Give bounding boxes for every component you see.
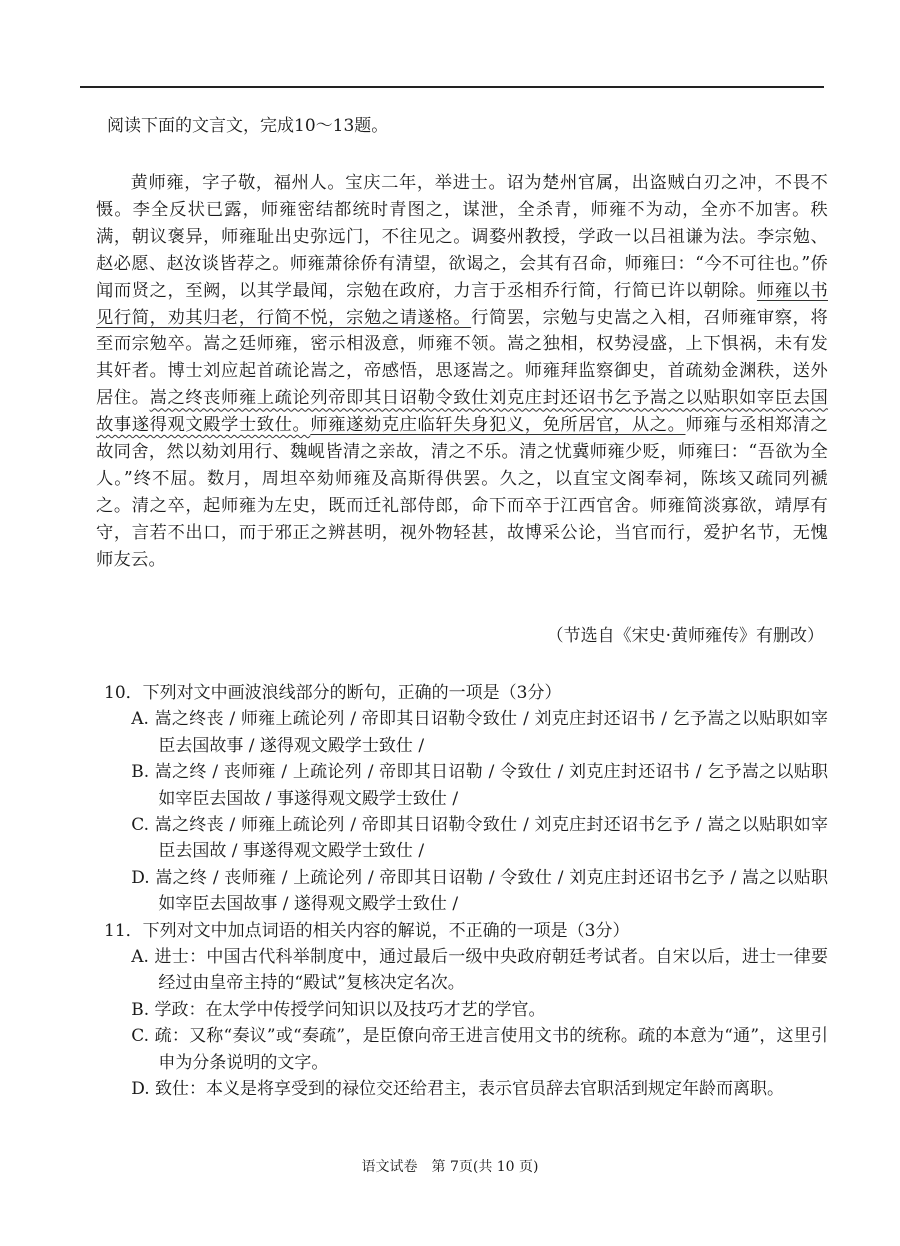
passage-text: 黄师雍，字子敬，福州人。宝庆二年，举进士。诏为楚州官属，出盗贼白刃之冲，不畏不慑。李全反状已露，师雍密结都统时青图之，谋泄，全杀青，师雍不为动，全亦不加害。秩满，朝议褒异，师雍耻出史弥远门，不往见之。调婺州教授，学政一以吕祖谦为法。李宗勉、赵必愿、赵汝谈皆荐之。师雍萧徐侨有清望，欲谒之，会其有召命，师雍曰：“今不可往也。”侨闻而贤之，至阙，以其学最闻，宗勉在政府，力言于丞相乔行简，行简已许以朝除。 xyxy=(96,173,828,301)
option-c: C. 嵩之终丧 / 师雍上疏论列 / 帝即其日诏勒令致仕 / 刘克庄封还诏书乞予 / 嵩之以贴职如宰臣去国故 / 事遂得观文殿学士致仕 / xyxy=(131,815,828,862)
option-c: C. 疏：又称“奏议”或“奏疏”，是臣僚向帝王进言使用文书的统称。疏的本意为“通”，这里引申为分条说明的文字。 xyxy=(131,1026,828,1073)
passage-text: 行简罢，宗勉与史嵩之入相，召师雍审察，将至而宗勉卒。嵩之廷师雍，密示相汲意，师雍不领。嵩之独相，权势浸盛，上下惧祸，未有发其奸者。博士刘应起首疏论嵩之，帝感悟，思逐嵩之。师雍拜监察御史，首疏劾金渊秩，送外居住。 xyxy=(96,307,828,409)
option-a: A. 嵩之终丧 / 师雍上疏论列 / 帝即其日诏勒令致仕 / 刘克庄封还诏书 / 乞予嵩之以贴职如宰臣去国故事 / 遂得观文殿学士致仕 / xyxy=(131,709,828,756)
option-a: A. 进士：中国古代科举制度中，通过最后一级中央政府朝廷考试者。自宋以后，进士一律要经过由皇帝主持的“殿试”复核决定名次。 xyxy=(131,947,828,994)
passage-text: 师雍与丞相郑清之故同舍，然以劾刘用行、魏岘皆清之亲故，清之不乐。清之忧冀师雍少贬，师雍曰：“吾欲为全人。”终不屈。数月，周坦卒劾师雍及高斯得供罢。久之，以直宝文阁奉祠，陈垓又疏同列褫之。清之卒，起师雍为左史，既而迁礼部侍郎，命下而卒于江西官舍。师雍简淡寡欲，靖厚有守，言若不出口，而于邪正之辨甚明，视外物轻甚，故博采公论，当官而行，爱护名节，无愧师友云。 xyxy=(96,415,829,570)
classical-passage xyxy=(96,170,828,574)
wavy-underlined-sentence: 嵩之终丧师雍上疏论列帝即其日诏勒令致仕刘克庄封还诏书乞予嵩之以贴职如宰臣去国故事遂得观文殿学士致仕。 xyxy=(96,388,828,436)
top-rule xyxy=(80,86,824,88)
reading-instruction: 阅读下面的文言文，完成10～13题。 xyxy=(107,116,389,136)
underlined-sentence-1: 师雍以书见行简，劝其归老，行简不悦，宗勉之请遂格。 xyxy=(96,280,828,328)
option-d: D. 致仕：本义是将享受到的禄位交还给君主，表示官员辞去官职活到规定年龄而离职。 xyxy=(131,1079,785,1100)
option-b: B. 学政：在太学中传授学问知识以及技巧才艺的学官。 xyxy=(131,999,546,1020)
question-10 xyxy=(104,680,828,918)
passage-source: （节选自《宋史·黄师雍传》有删改） xyxy=(546,626,824,646)
option-d: D. 嵩之终 / 丧师雍 / 上疏论列 / 帝即其日诏勒 / 令致仕 / 刘克庄封还诏书乞予 / 嵩之以贴职如宰臣去国故事 / 遂得观文殿学士致仕 / xyxy=(131,867,828,915)
question-stem: 11．下列对文中加点词语的相关内容的解说，不正确的一项是（3分） xyxy=(104,920,630,941)
option-b: B. 嵩之终 / 丧师雍 / 上疏论列 / 帝即其日诏勒 / 令致仕 / 刘克庄封还诏书 / 乞予嵩之以贴职如宰臣去国故 / 事遂得观文殿学士致仕 / xyxy=(131,762,828,809)
question-11 xyxy=(104,918,828,1103)
underlined-sentence-2: 师雍遂劾克庄临轩失身犯义，免所居官，从之。 xyxy=(310,415,686,436)
question-stem: 10．下列对文中画波浪线部分的断句，正确的一项是（3分） xyxy=(104,683,562,703)
question-list xyxy=(104,680,828,1103)
page-footer: 语文试卷 第 7页(共 10 页) xyxy=(361,1159,539,1175)
